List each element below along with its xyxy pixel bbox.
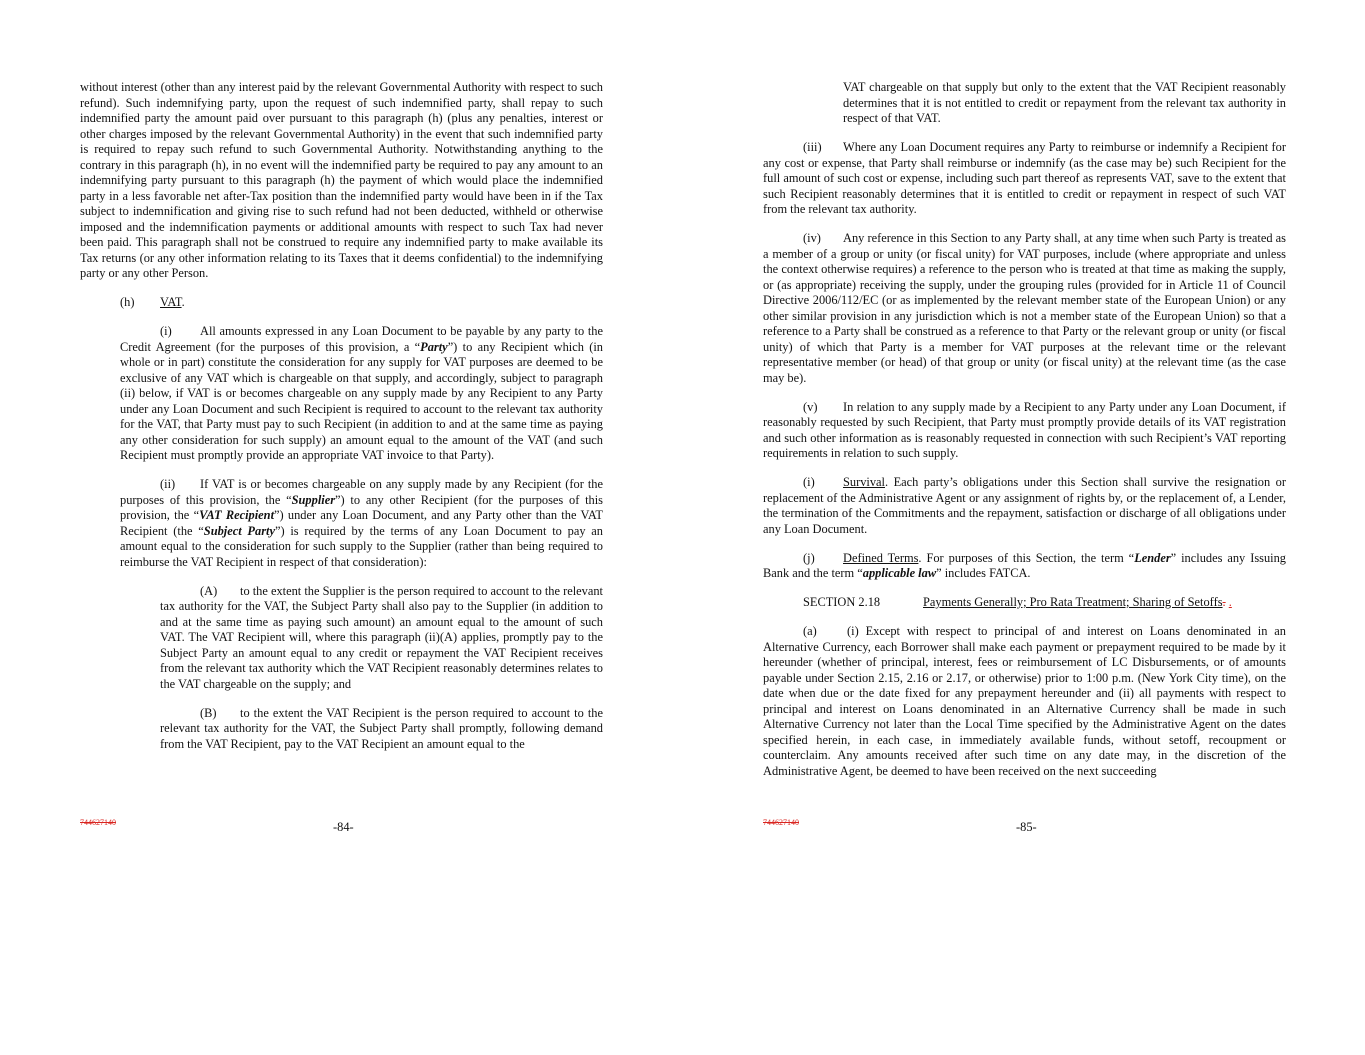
- item-label: (j): [803, 550, 815, 565]
- page-number: -84-: [333, 820, 354, 834]
- document-page-84: [0, 0, 682, 1055]
- paragraph-2-18-a: (a) (i) Except with respect to principal of and interest on Loans denominated in an Alternative Currency, each Borrower shall make each payment or prepayment required to be made by it hereunder (whether of principal, interest, fees or reimbursement of LC Disbursements, or of amounts payable under Section 2.15, 2.16 or 2.17, or otherwise) prior to 1:00 p.m. (New York City time), on the date when due or the date fixed for any prepayment hereunder and (ii) all payments with respect to principal and interest on Loans denominated in an Alternative Currency shall be made in such Alternative Currency not later than the Local Time specified by the Administrative Agent on the dates specified herein, in each case, in immediately available funds, without setoff, recoupment or counterclaim. Any amounts received after such time on any date may, in the discretion of the Administrative Agent, be deemed to have been received on the next succeeding: [763, 624, 1286, 778]
- page-body: [763, 80, 1286, 793]
- paragraph-h-iii: (iii) Where any Loan Document requires any Party to reimburse or indemnify a Recipient for any cost or expense, that Party shall reimburse or indemnify (as the case may be) such Recipient for the full amount of such cost or expense, including such part thereof as represents VAT, save to the extent that such Recipient reasonably determines that it is entitled to credit or repayment in respect of such VAT from the relevant tax authority.: [763, 140, 1286, 216]
- defined-term: VAT Recipient: [199, 508, 275, 522]
- deleted-text: .: [1222, 595, 1226, 609]
- page-body: [80, 80, 603, 766]
- paragraph-survival: (i) Survival. Each party’s obligations under this Section shall survive the resignation or replacement of the Administrative Agent or any assignment of rights by, or the replacement of, a Lender, the termination of the Commitments and the repayment, satisfaction or discharge of all obligations under any Loan Document.: [763, 475, 1286, 536]
- item-label: (v): [803, 399, 818, 414]
- defined-term: Party: [420, 339, 448, 354]
- item-label: (iii): [803, 140, 822, 154]
- paragraph-refund: without interest (other than any interest paid by the relevant Governmental Authority with respect to such refund). Such indemnifying party, upon the request of such indemnified party, shall repay to such indemnified party the amount paid over pursuant to this paragraph (h) (plus any penalties, interest or other charges imposed by the relevant Governmental Authority) in the event that such indemnified party is required to repay such refund to such Governmental Authority. Notwithstanding anything to the contrary in this paragraph (h), in no event will the indemnified party be required to pay any amount to an indemnifying party pursuant to this paragraph (h) the payment of which would place the indemnified party in a less favorable net after-Tax position than the indemnified party would have been in if the Tax subject to indemnification and giving rise to such refund had not been deducted, withheld or otherwise imposed and the indemnification payments or additional amounts with respect to such Tax had never been paid. This paragraph shall not be construed to require any indemnified party to make available its Tax returns (or any other information relating to its Taxes that it deems confidential) to the indemnifying party or any other Person.: [80, 80, 603, 280]
- section-title: VAT: [160, 295, 182, 309]
- section-2-18-heading: [763, 595, 1286, 611]
- document-page-85: [682, 0, 1365, 1055]
- section-title: Payments Generally; Pro Rata Treatment; Sharing of Setoffs: [923, 595, 1223, 609]
- item-label: (a): [803, 624, 817, 638]
- item-label: (i): [160, 324, 172, 338]
- page-number: -85-: [1016, 820, 1037, 834]
- item-label: (iv): [803, 231, 821, 245]
- paragraph-h-ii-B-continued: VAT chargeable on that supply but only to the extent that the VAT Recipient reasonably determines that it is not entitled to credit or repayment from the relevant tax authority in respect of that VAT.: [843, 80, 1286, 125]
- footer-document-id: 744627140: [80, 818, 116, 827]
- item-label: (B): [200, 705, 217, 720]
- defined-term: applicable law: [862, 566, 937, 580]
- defined-term: Lender: [1134, 550, 1171, 565]
- paragraph-h-ii-A: (A) to the extent the Supplier is the person required to account to the relevant tax authority for the VAT, the Subject Party shall also pay to the Supplier (in addition to and at the same time as paying such amount) an amount equal to the amount of such VAT. The VAT Recipient will, where this paragraph (ii)(A) applies, promptly pay to the Subject Party an amount equal to any credit or repayment the VAT Recipient receives from the relevant tax authority which the VAT Recipient reasonably determines relates to the VAT chargeable on the supply; and: [160, 583, 604, 691]
- inserted-text: .: [1228, 595, 1232, 609]
- section-title: Survival: [843, 475, 885, 489]
- defined-term: Subject Party: [203, 523, 275, 538]
- section-number: SECTION 2.18: [803, 595, 881, 609]
- footer-document-id: 744627140: [763, 818, 799, 827]
- item-label: (i): [803, 475, 815, 489]
- paragraph-h-i: (i) All amounts expressed in any Loan Document to be payable by any party to the Credit Agreement (for the purposes of this provision, a “Party”) to any Recipient which (in whole or in part) constitute the consideration for any supply for VAT purposes are deemed to be exclusive of any VAT which is chargeable on that supply, and accordingly, subject to paragraph (ii) below, if VAT is or becomes chargeable on any supply made by any Recipient to any Party under any Loan Document and such Recipient is required to account to the relevant tax authority for the VAT, that Party must pay to such Recipient (in addition to and at the same time as paying any other consideration for such supply) an amount equal to the amount of the VAT (and such Recipient must promptly provide an appropriate VAT invoice to that Party).: [120, 324, 603, 462]
- paragraph-h-ii-B: (B) to the extent the VAT Recipient is the person required to account to the relevant tax authority for the VAT, the Subject Party shall promptly, following demand from the VAT Recipient, pay to the VAT Recipient an amount equal to the: [160, 705, 603, 751]
- section-title: Defined Terms: [843, 550, 919, 565]
- section-h-heading: (h) VAT.: [120, 295, 185, 309]
- paragraph-h-ii: (ii) If VAT is or becomes chargeable on any supply made by any Recipient (for the purposes of this provision, the “Supplier”) to any other Recipient (for the purposes of this provision, the “VAT Recipient”) under any Loan Document, and any Party other than the VAT Recipient (the “Subject Party”) is required by the terms of any Loan Document to pay an amount equal to the consideration for such supply to the Supplier (rather than being required to reimburse the VAT Recipient in respect of that consideration):: [120, 477, 603, 569]
- paragraph-h-iv: (iv) Any reference in this Section to any Party shall, at any time when such Party is treated as a member of a group or unity (or fiscal unity) for VAT purposes, include (where appropriate and unless the context otherwise requires) a reference to the person who is treated at that time as making the supply, or (as appropriate) receiving the supply, under the grouping rules (provided for in Article 11 of Council Directive 2006/112/EC (or as implemented by the relevant member state of the European Union) or any other similar provision in any jurisdiction which is not a member state of the European Union) so that a reference to a Party shall be construed as a reference to that Party or the relevant group or unity (or fiscal unity) of which that Party is a member for VAT purposes at the relevant time or the relevant representative member (or head) of that group or unity (or fiscal unity) at the relevant time (as the case may be).: [763, 231, 1286, 385]
- paragraph-h-v: (v) In relation to any supply made by a Recipient to any Party under any Loan Document, if reasonably requested by such Recipient, that Party must promptly provide details of its VAT registration and such other information as is reasonably requested in connection with such Recipient’s VAT reporting requirements in relation to such supply.: [763, 399, 1286, 460]
- defined-term: Supplier: [291, 492, 336, 507]
- item-label: (h): [120, 295, 135, 309]
- item-label: (ii): [160, 477, 176, 491]
- paragraph-defined-terms: (j) Defined Terms. For purposes of this Section, the term “Lender” includes any Issuing Bank and the term “applicable law” includes FATCA.: [763, 550, 1286, 580]
- item-label: (A): [200, 583, 218, 598]
